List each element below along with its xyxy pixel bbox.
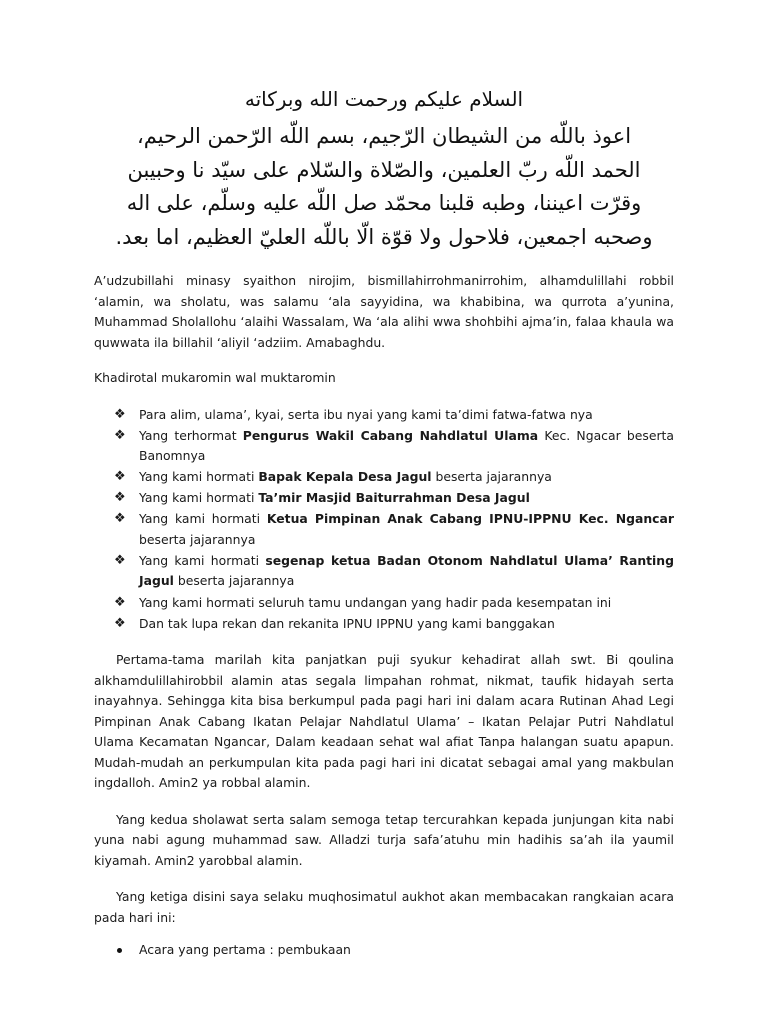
arabic-line: وقرّت اعيننا، وطبه قلبنا محمّد صل اللّه عليه وسلّم، على اله: [126, 191, 642, 215]
honor-list: [94, 405, 674, 635]
arabic-line: وصحبه اجمعين، فلاحول ولا قوّة الّا باللّه العليّ العظيم، اما بعد.: [115, 224, 653, 249]
list-item: ❖ Yang terhormat Pengurus Wakil Cabang Nahdlatul Ulama Kec. Ngacar beserta Banomnya: [114, 427, 674, 464]
arabic-greeting: السلام عليكم ورحمت الله وبركاته: [244, 87, 524, 111]
list-item: ❖ Yang kami hormati segenap ketua Badan Otonom Nahdlatul Ulama’ Ranting Jagul beserta jajarannya: [114, 552, 674, 589]
arabic-line: الحمد اللّه ربّ العلمين، والصّلاة والسّلام على سيّد نا وحبيبن: [127, 157, 641, 182]
diamond-bullet-icon: ❖: [114, 511, 126, 527]
paragraph-first: Pertama-tama marilah kita panjatkan puji syukur kehadirat allah swt. Bi qoulina alkhamdulillahirobbil alamin atas segala limpahan rohmat, nikmat, taufik hidayah serta inayahnya. Sehingga kita bisa berkumpul pada pagi hari ini dalam acara Rutinan Ahad Legi Pimpinan Anak Cabang Ikatan Pelajar Nahdlatul Ulama’ – Ikatan Pelajar Putri Nahdlatul Ulama Kecamatan Ngancar, Dalam keadaan sehat wal afiat Tanpa halangan suatu apapun. Mudah-mudah an perkumpulan kita pada pagi hari ini dicatat sebagai amal yang makbulan ingdalloh. Amin2 ya robbal alamin.: [94, 652, 674, 791]
list-item: ❖ Yang kami hormati seluruh tamu undangan yang hadir pada kesempatan ini: [94, 593, 674, 614]
document-page: [94, 84, 674, 961]
diamond-bullet-icon: ❖: [114, 427, 126, 443]
diamond-bullet-icon: ❖: [114, 552, 126, 568]
diamond-bullet-icon: ❖: [114, 469, 126, 485]
list-item: Acara yang pertama : pembukaan: [94, 940, 674, 961]
list-item: ❖ Yang kami hormati Ketua Pimpinan Anak Cabang IPNU-IPPNU Kec. Ngancar beserta jajarannya: [114, 511, 674, 547]
address-line: Khadirotal mukaromin wal muktaromin: [94, 370, 336, 385]
list-item: ❖ Dan tak lupa rekan dan rekanita IPNU IPPNU yang kami banggakan: [94, 614, 674, 635]
list-item: ❖ Yang kami hormati Bapak Kepala Desa Jagul beserta jajarannya: [94, 467, 674, 488]
arabic-opening: [94, 120, 674, 254]
list-item: ❖ Yang kami hormati Ta’mir Masjid Baiturrahman Desa Jagul: [94, 488, 674, 509]
list-item: ❖ Para alim, ulama’, kyai, serta ibu nyai yang kami ta’dimi fatwa-fatwa nya: [94, 405, 674, 426]
diamond-bullet-icon: ❖: [114, 490, 126, 506]
acara-list: [94, 940, 674, 961]
diamond-bullet-icon: ❖: [114, 594, 126, 610]
arabic-line: اعوذ باللّه من الشيطان الرّجيم، بسم اللّه الرّحمن الرحيم،: [136, 124, 632, 148]
diamond-bullet-icon: ❖: [114, 615, 126, 631]
paragraph-second: Yang kedua sholawat serta salam semoga tetap tercurahkan kepada junjungan kita nabi yuna nabi agung muhammad saw. Alladzi turja safa’atuhu min hadihis sa’ah ila yaumil kiyamah. Amin2 yarobbal alamin.: [94, 811, 674, 868]
bullet-dot-icon: [117, 948, 122, 953]
diamond-bullet-icon: ❖: [114, 406, 126, 422]
intro-paragraph: A’udzubillahi minasy syaithon nirojim, bismillahirrohmanirrohim, alhamdulillahi robbil ‘alamin, wa sholatu, was salamu ‘ala sayyidina, wa khabibina, wa qurrota a’yunina, Muhammad Sholallohu ‘alaihi Wassalam, Wa ‘ala alihi wwa shohbihi ajma’in, falaa khaula wa quwwata ila billahil ‘aliyil ‘adziim. Amabaghdu.: [94, 273, 674, 350]
paragraph-third: Yang ketiga disini saya selaku muqhosimatul aukhot akan membacakan rangkaian acara pada hari ini:: [94, 889, 674, 925]
